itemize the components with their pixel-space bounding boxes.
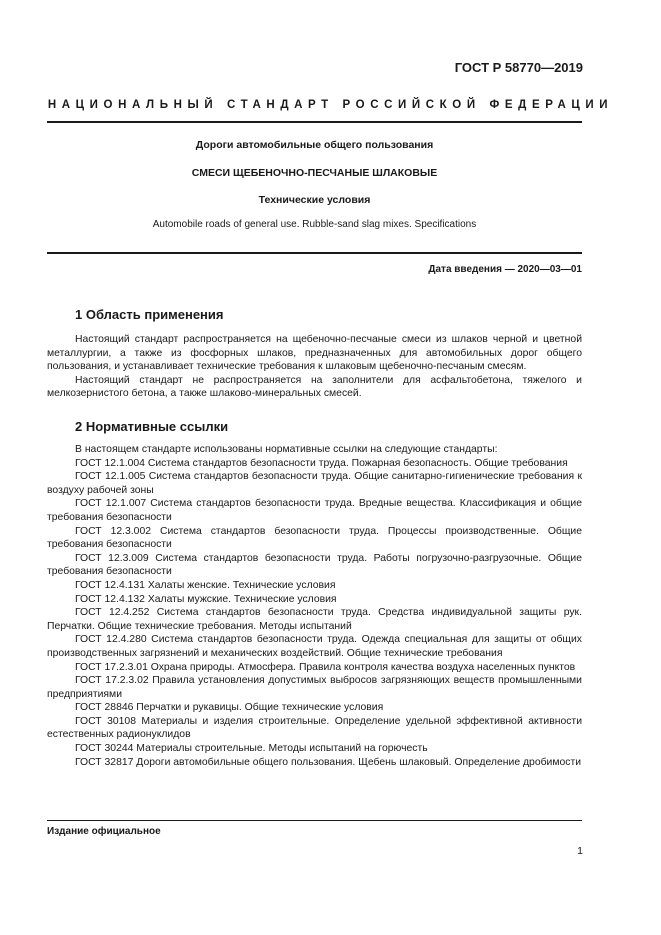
title-divider — [47, 252, 582, 254]
reference-item: ГОСТ 17.2.3.02 Правила установления допустимых выбросов загрязняющих веществ промышленными предприятиями — [47, 675, 582, 700]
reference-item: ГОСТ 12.4.131 Халаты женские. Технические условия — [75, 579, 336, 591]
reference-item: ГОСТ 17.2.3.01 Охрана природы. Атмосфера. Правила контроля качества воздуха населенных пунктов — [75, 661, 576, 673]
title-line-1: Дороги автомобильные общего пользования — [195, 139, 434, 151]
reference-item: ГОСТ 30108 Материалы и изделия строительные. Определение удельной эффективной активности естественных радионуклидов — [47, 715, 582, 741]
reference-item: ГОСТ 12.4.280 Система стандартов безопасности труда. Одежда специальная для защиты от общих производственных загрязнений и механических воздействий. Общие технические требования — [47, 634, 582, 659]
title-line-2: СМЕСИ ЩЕБЕНОЧНО-ПЕСЧАНЫЕ ШЛАКОВЫЕ — [191, 167, 438, 179]
reference-item: ГОСТ 12.1.005 Система стандартов безопасности труда. Общие санитарно-гигиенические требования к воздуху рабочей зоны — [47, 471, 582, 496]
reference-item: ГОСТ 28846 Перчатки и рукавицы. Общие технические условия — [75, 702, 384, 714]
title-english: Automobile roads of general use. Rubble-sand slag mixes. Specifications — [152, 219, 477, 230]
paragraph: Настоящий стандарт не распространяется на заполнители для асфальтобетона, тяжелого и мелкозернистого бетона, а также шлаково-минеральных смесей. — [47, 374, 582, 400]
reference-item: ГОСТ 12.3.002 Система стандартов безопасности труда. Процессы производственные. Общие требования безопасности — [47, 525, 582, 551]
title-line-3: Технические условия — [258, 194, 371, 206]
official-edition-label: Издание официальное — [47, 826, 161, 837]
reference-item: ГОСТ 12.1.004 Система стандартов безопасности труда. Пожарная безопасность. Общие требования — [75, 457, 568, 469]
reference-item: ГОСТ 12.1.007 Система стандартов безопасности труда. Вредные вещества. Классификация и общие требования безопасности — [47, 498, 582, 523]
section-2-title: 2 Нормативные ссылки — [75, 419, 229, 434]
document-number: ГОСТ Р 58770—2019 — [454, 60, 583, 75]
footer-divider — [47, 820, 582, 821]
reference-item: ГОСТ 12.4.132 Халаты мужские. Технические условия — [75, 593, 337, 605]
introduction-date: Дата введения — 2020—03—01 — [428, 264, 582, 275]
reference-item: ГОСТ 12.4.252 Система стандартов безопасности труда. Средства индивидуальной защиты рук. Перчатки. Общие технические требования. Методы испытаний — [47, 607, 582, 632]
paragraph: Настоящий стандарт распространяется на щебеночно-песчаные смеси из шлаков черной и цветной металлургии, а также из фосфорных шлаков, предназначенных для автомобильных дорог общего пользования, и устанавливает технические требования к шлаковым щебеночно-песчаным смесям. — [47, 334, 582, 373]
national-standard-heading: НАЦИОНАЛЬНЫЙ СТАНДАРТ РОССИЙСКОЙ ФЕДЕРАЦИИ — [47, 99, 614, 111]
paragraph: В настоящем стандарте использованы нормативные ссылки на следующие стандарты: — [75, 444, 498, 455]
section-1-title: 1 Область применения — [75, 307, 224, 322]
top-divider — [47, 121, 582, 123]
page-number: 1 — [577, 845, 583, 857]
reference-item: ГОСТ 32817 Дороги автомобильные общего пользования. Щебень шлаковый. Определение дробимости — [75, 756, 582, 768]
reference-item: ГОСТ 12.3.009 Система стандартов безопасности труда. Работы погрузочно-разгрузочные. Общие требования безопасности — [47, 552, 582, 578]
section-2-body — [47, 443, 582, 769]
section-1-body — [47, 333, 582, 401]
reference-item: ГОСТ 30244 Материалы строительные. Методы испытаний на горючесть — [75, 743, 428, 755]
